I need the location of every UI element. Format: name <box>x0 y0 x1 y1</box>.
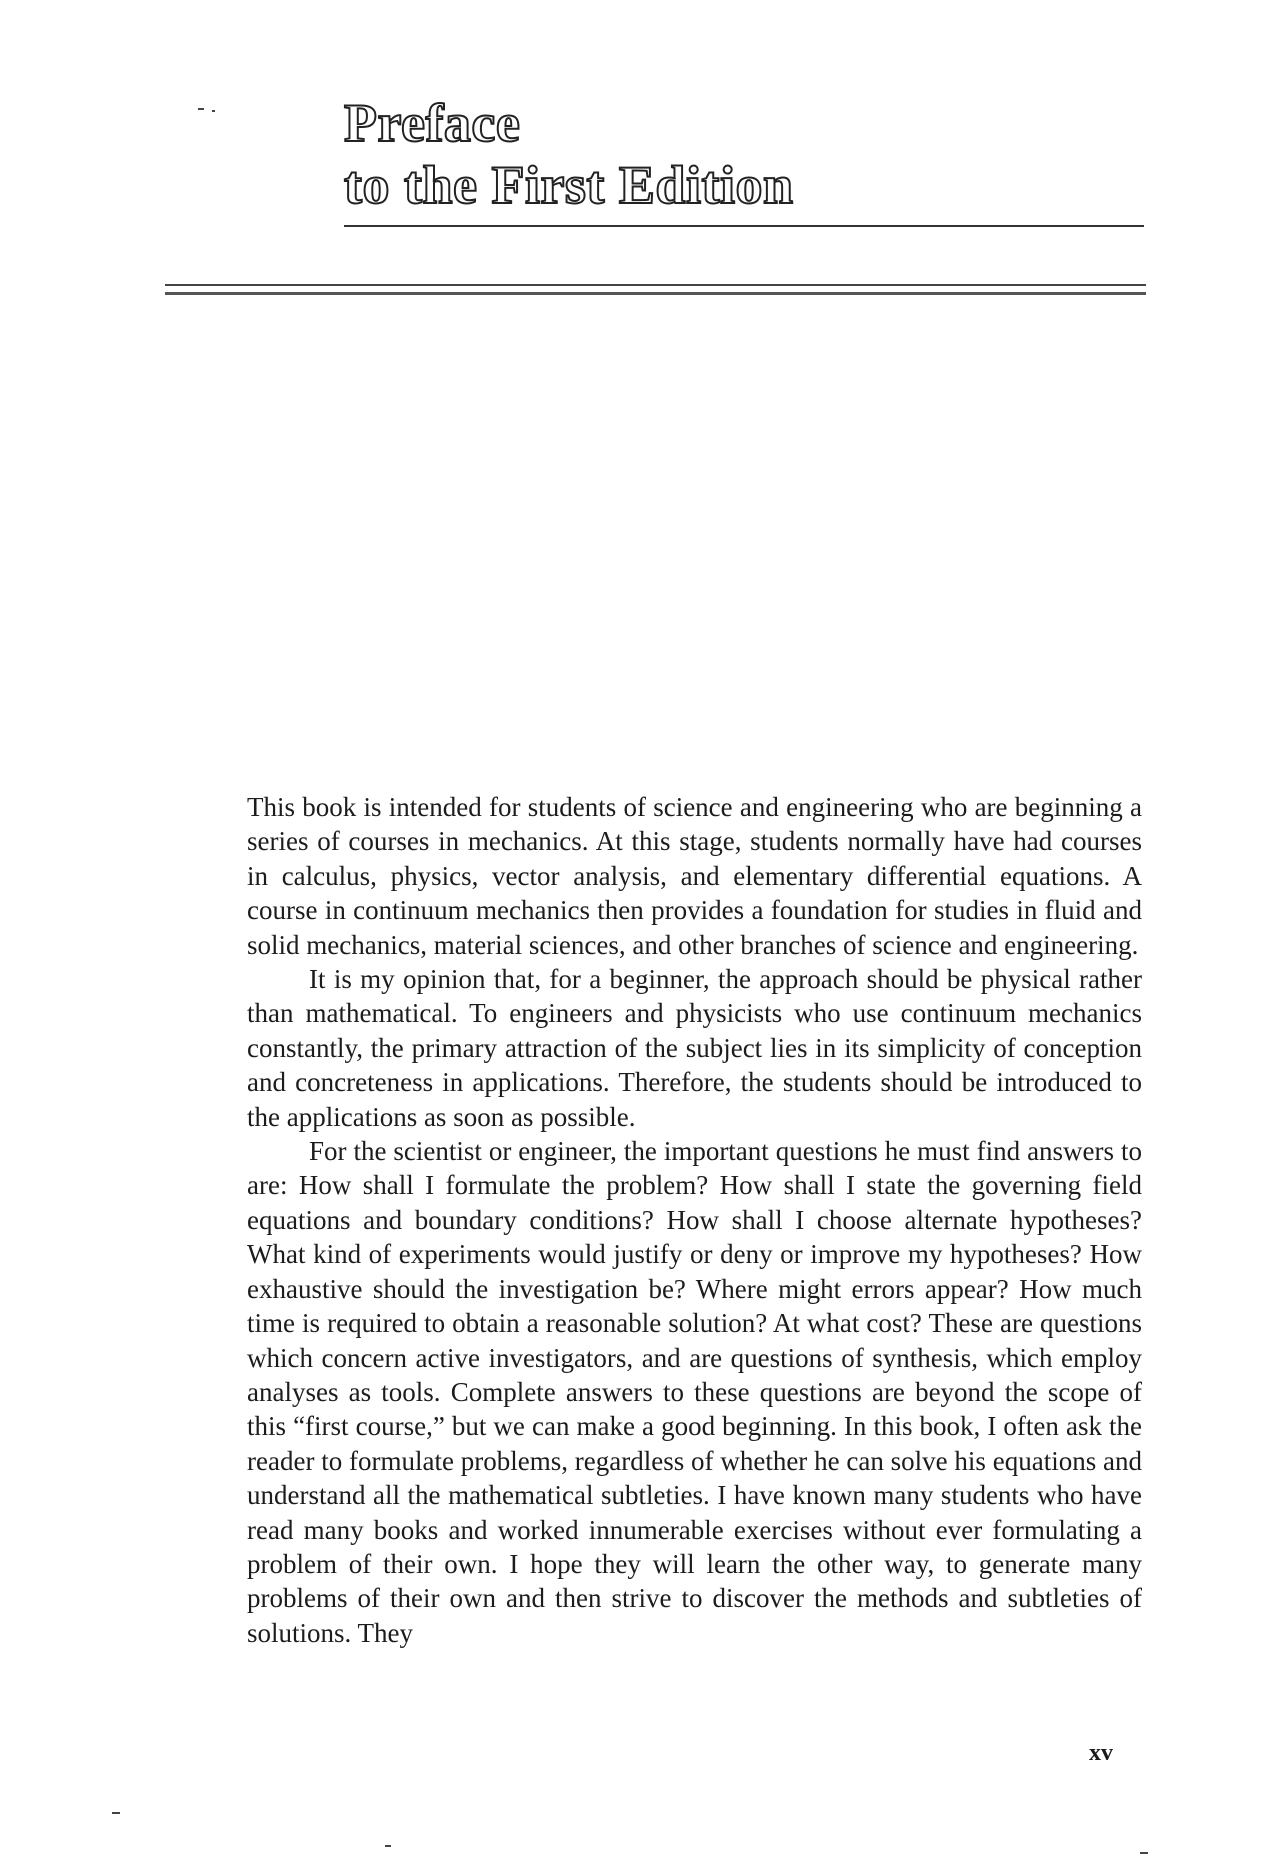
page-number: xv <box>1089 1740 1113 1766</box>
paragraph-1: This book is intended for students of science and engineering who are beginning a series of courses in mechanics. At this stage, students normally have had courses in calculus, physics, vector analysis, and elementary differential equations. A course in continuum mechanics then provides a foundation for studies in fluid and solid mechanics, material sciences, and other branches of science and engineering. <box>247 792 1142 960</box>
body-text <box>247 790 1142 1650</box>
heading-line-1: Preface <box>344 93 521 153</box>
scan-speck <box>212 110 215 112</box>
scan-speck <box>385 1845 391 1847</box>
heading-line-2: to the First Edition <box>344 155 794 215</box>
paragraph-2: It is my opinion that, for a beginner, the approach should be physical rather than mathematical. To engineers and physicists who use continuum mechanics constantly, the primary attraction of the subject lies in its simplicity of conception and concreteness in applications. Therefore, the students should be introduced to the applications as soon as possible. <box>247 964 1142 1132</box>
scan-speck <box>198 108 204 110</box>
scan-speck <box>112 1812 120 1814</box>
paragraph-3: For the scientist or engineer, the important questions he must find answers to are: How shall I formulate the problem? How shall I state the governing field equations and boundary conditions? How shall I choose alternate hypotheses? What kind of experiments would justify or deny or improve my hypotheses? How exhaustive should the investigation be? Where might errors appear? How much time is required to obtain a reasonable solution? At what cost? These are questions which concern active investigators, and are questions of synthesis, which employ analyses as tools. Complete answers to these questions are beyond the scope of this “first course,” but we can make a good beginning. In this book, I often ask the reader to formulate problems, regardless of whether he can solve his equations and understand all the mathematical subtleties. I have known many students who have read many books and worked innumerable exercises without ever formulating a problem of their own. I hope they will learn the other way, to generate many problems of their own and then strive to discover the methods and subtleties of solutions. They <box>247 1136 1142 1648</box>
section-divider <box>165 284 1146 295</box>
chapter-heading <box>344 92 1144 216</box>
heading-underline <box>344 225 1144 227</box>
scan-speck <box>1140 1852 1148 1854</box>
